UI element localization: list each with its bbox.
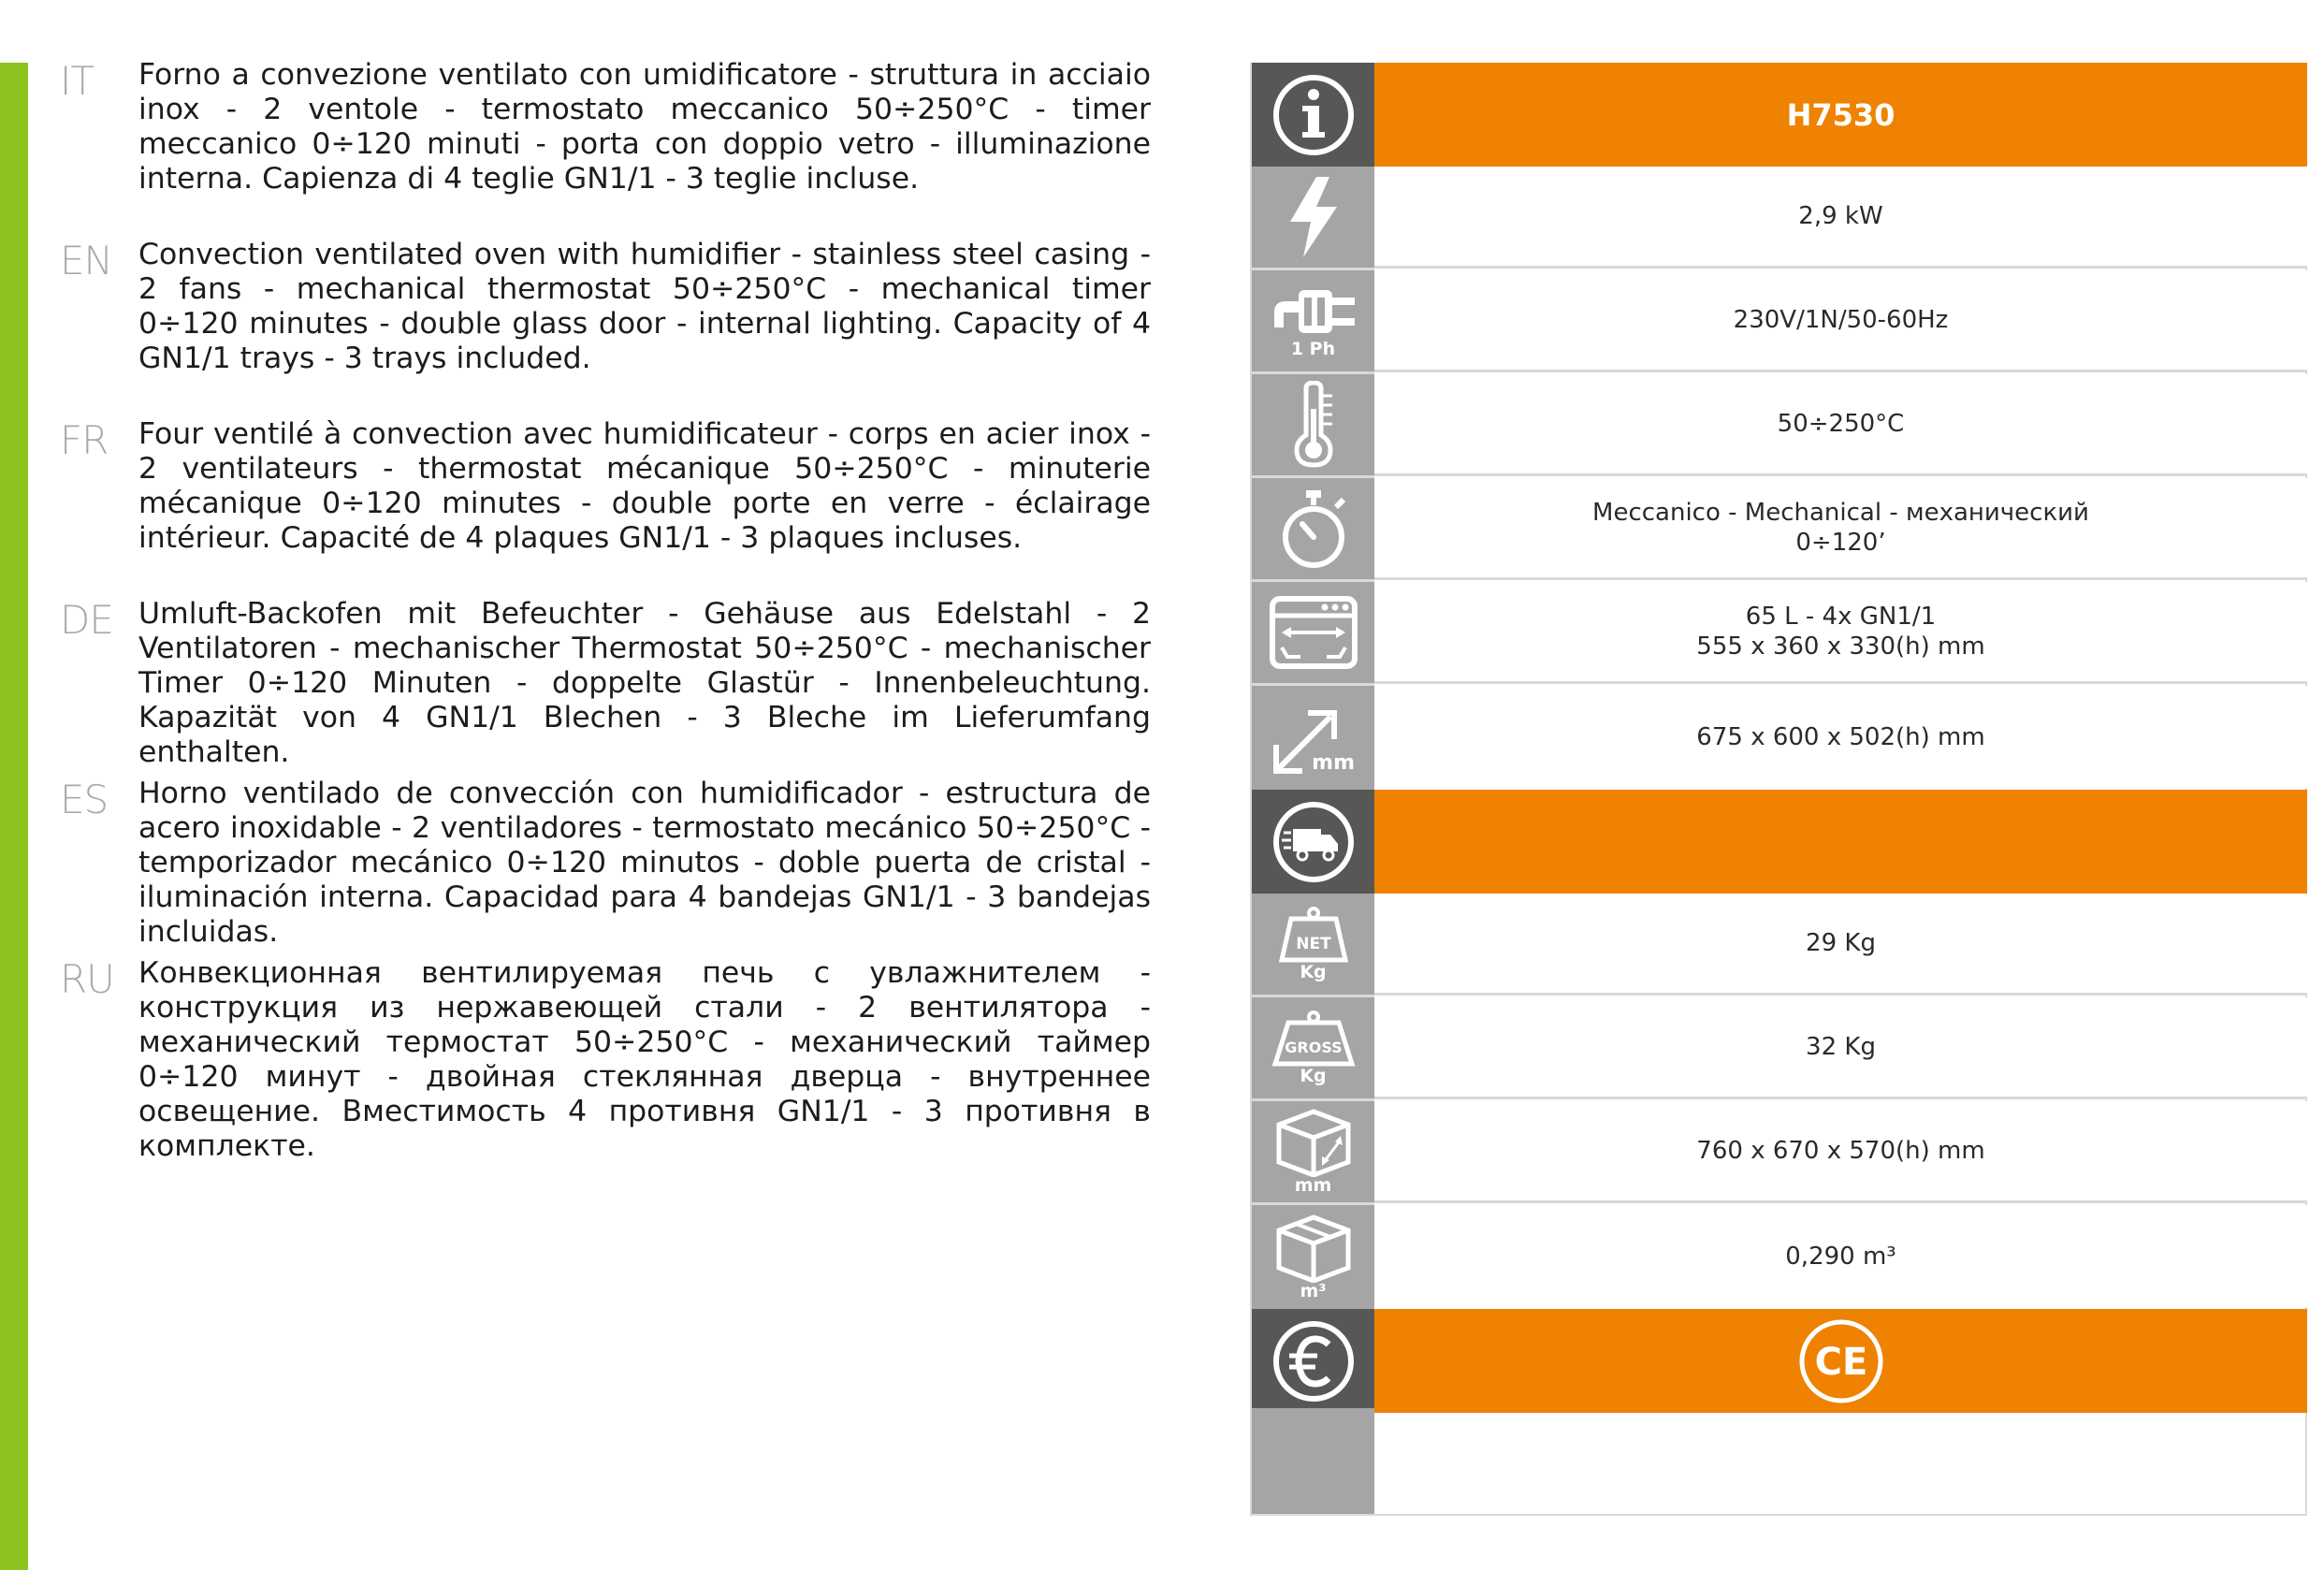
spec-table bbox=[1250, 63, 2307, 1516]
spec-row-dimensions bbox=[1252, 686, 2307, 790]
description-text: Umluft-Backofen mit Befeuchter - Gehäuse aus Edelstahl - 2 Ventilatoren - mechanischer Thermostat 50÷250°C - mechanischer Timer 0÷120 Minuten - doppelte Glastür - Innenbeleuchtung. Kapazität von 4 GN1/1 Blechen - 3 Bleche im Lieferumfang enthalten. bbox=[138, 597, 1151, 769]
dimensions-icon-label: mm bbox=[1311, 750, 1355, 775]
info-icon bbox=[1252, 63, 1374, 167]
timer-type: Meccanico - Mechanical - механический bbox=[1592, 499, 2089, 527]
spec-row-price-header bbox=[1252, 1309, 2307, 1413]
language-code: IT bbox=[60, 58, 94, 104]
language-code: DE bbox=[60, 597, 113, 643]
side-accent-bar bbox=[0, 63, 28, 1570]
gross-icon-text: GROSS bbox=[1284, 1039, 1343, 1056]
ce-mark-text: CE bbox=[1814, 1340, 1867, 1384]
package-volume-icon bbox=[1252, 1205, 1374, 1309]
timer-range: 0÷120’ bbox=[1795, 529, 1886, 557]
spec-row-capacity bbox=[1252, 582, 2307, 686]
volume-value: 0,290 m³ bbox=[1374, 1205, 2307, 1307]
ce-mark-icon bbox=[1796, 1316, 1886, 1406]
spec-row-volume bbox=[1252, 1205, 2307, 1309]
spec-row-timer bbox=[1252, 478, 2307, 582]
net-weight-icon bbox=[1252, 894, 1374, 997]
voltage-value: 230V/1N/50-60Hz bbox=[1374, 270, 2307, 372]
dimensions-value: 675 x 600 x 502(h) mm bbox=[1374, 686, 2307, 788]
description-text: Forno a convezione ventilato con umidificatore - struttura in acciaio inox - 2 ventole - termostato meccanico 50÷250°C - timer meccanico 0÷120 minuti - porta con doppio vetro - illuminazione interna. Capienza di 4 teglie GN1/1 - 3 teglie incluse. bbox=[138, 58, 1151, 196]
gross-weight-value: 32 Kg bbox=[1374, 997, 2307, 1099]
capacity-internal-dimensions: 555 x 360 x 330(h) mm bbox=[1696, 632, 1985, 661]
package-dimensions-icon bbox=[1252, 1101, 1374, 1205]
price-icon-cell bbox=[1252, 1408, 1374, 1514]
gross-icon-unit: Kg bbox=[1300, 1066, 1327, 1086]
language-code: FR bbox=[60, 417, 109, 463]
language-code: EN bbox=[60, 238, 112, 283]
timer-icon bbox=[1252, 478, 1374, 582]
spec-row-power bbox=[1252, 167, 2307, 270]
capacity-value bbox=[1374, 582, 2307, 684]
certification-cell bbox=[1374, 1309, 2307, 1413]
thermometer-icon bbox=[1252, 374, 1374, 478]
temperature-value: 50÷250°C bbox=[1374, 374, 2307, 476]
volume-icon-unit: m³ bbox=[1300, 1280, 1327, 1301]
spec-row-shipping-header bbox=[1252, 790, 2307, 894]
oven-capacity-icon bbox=[1252, 582, 1374, 686]
package-icon-unit: mm bbox=[1294, 1175, 1332, 1196]
language-code: RU bbox=[60, 956, 114, 1002]
net-icon-text: NET bbox=[1295, 935, 1331, 953]
lightning-icon bbox=[1252, 167, 1374, 270]
net-icon-unit: Kg bbox=[1300, 962, 1327, 982]
language-code: ES bbox=[60, 777, 109, 822]
spec-row-gross-weight bbox=[1252, 997, 2307, 1101]
spec-row-package-dimensions bbox=[1252, 1101, 2307, 1205]
timer-value bbox=[1374, 478, 2307, 580]
euro-icon bbox=[1252, 1309, 1374, 1413]
spec-row-voltage bbox=[1252, 270, 2307, 374]
power-value: 2,9 kW bbox=[1374, 167, 2307, 269]
spec-row-net-weight bbox=[1252, 894, 2307, 997]
description-text: Convection ventilated oven with humidifier - stainless steel casing - 2 fans - mechanical thermostat 50÷250°C - mechanical timer 0÷120 minutes - double glass door - internal lighting. Capacity of 4 GN1/1 trays - 3 trays included. bbox=[138, 238, 1151, 375]
plug-icon bbox=[1252, 270, 1374, 374]
dimensions-icon bbox=[1252, 686, 1374, 790]
description-text: Конвекционная вентилируемая печь с увлажнителем - конструкция из нержавеющей стали - 2 вентилятора - механический термостат 50÷250°C - механический таймер 0÷120 минут - двойная стеклянная дверца - внутреннее освещение. Вместимость 4 противня GN1/1 - 3 противня в комплекте. bbox=[138, 956, 1151, 1163]
phase-label: 1 Ph bbox=[1290, 339, 1336, 359]
spec-row-temperature bbox=[1252, 374, 2307, 478]
capacity-volume: 65 L - 4x GN1/1 bbox=[1745, 603, 1937, 631]
package-dimensions-value: 760 x 670 x 570(h) mm bbox=[1374, 1101, 2307, 1203]
gross-weight-icon bbox=[1252, 997, 1374, 1101]
description-text: Horno ventilado de convección con humidificador - estructura de acero inoxidable - 2 ventiladores - termostato mecánico 50÷250°C - temporizador mecánico 0÷120 minutos - doble puerta de cristal - iluminación interna. Capacidad para 4 bandejas GN1/1 - 3 bandejas incluidas. bbox=[138, 777, 1151, 949]
shipping-header-cell bbox=[1374, 790, 2307, 894]
spec-row-model bbox=[1252, 63, 2307, 167]
delivery-truck-icon bbox=[1252, 790, 1374, 894]
net-weight-value: 29 Kg bbox=[1374, 894, 2307, 996]
description-text: Four ventilé à convection avec humidificateur - corps en acier inox - 2 ventilateurs - thermostat mécanique 50÷250°C - minuterie mécanique 0÷120 minutes - double porte en verre - éclairage intérieur. Capacité de 4 plaques GN1/1 - 3 plaques incluses. bbox=[138, 417, 1151, 555]
spec-row-price bbox=[1252, 1408, 2307, 1514]
model-code: H7530 bbox=[1374, 63, 2307, 167]
